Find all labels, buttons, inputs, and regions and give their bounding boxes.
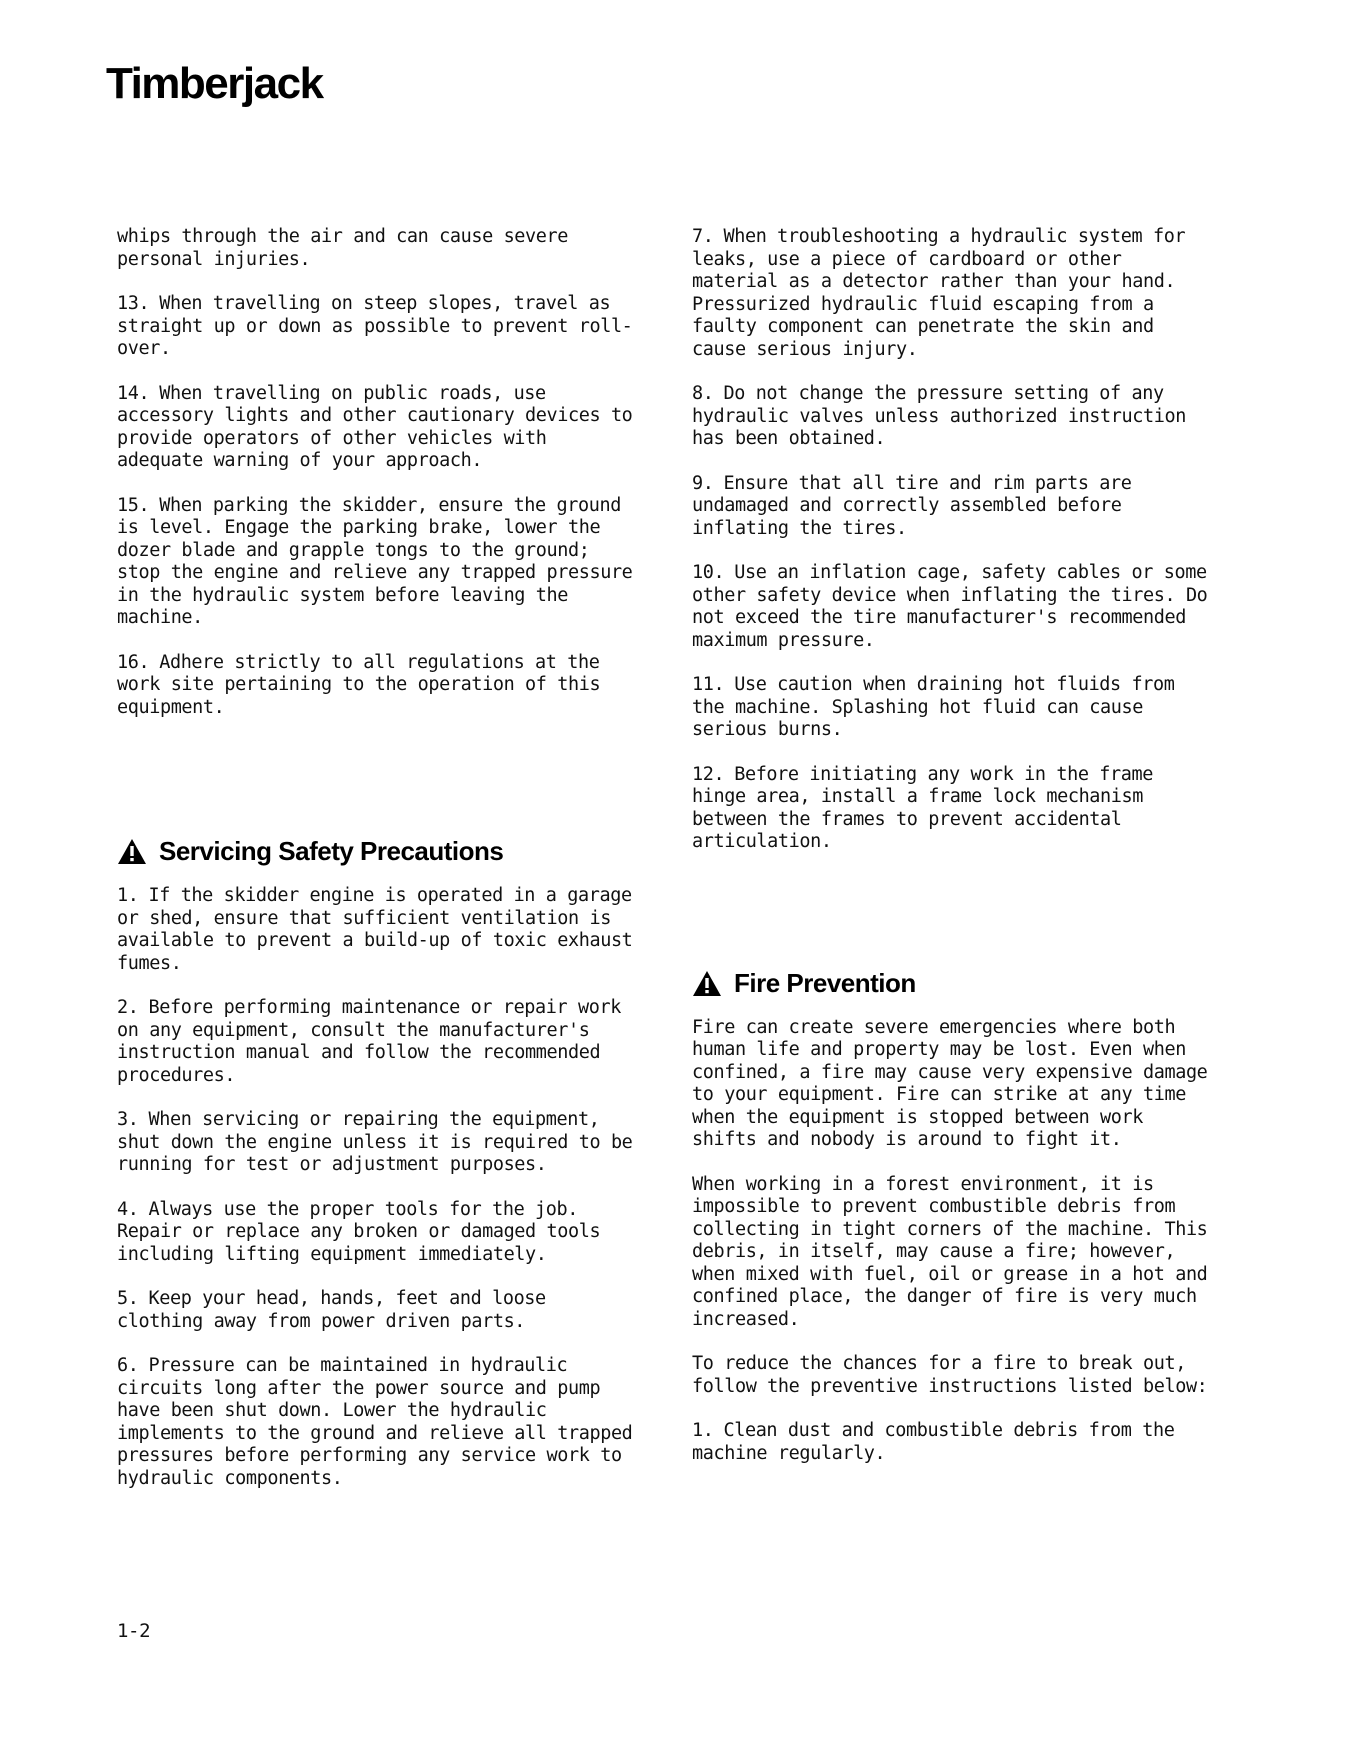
item-number: 12. [692, 763, 725, 785]
left-column [117, 226, 637, 1512]
servicing-heading-text: Servicing Safety Precautions [159, 836, 504, 866]
fire-paragraph: When working in a forest environment, it is impossible to prevent combustible debris from collecting in tight corners of the machine. This debris, in itself, may cause a fire; however, when mixed with fuel, oil or grease in a hot and confined place, the danger of fire is very much increased. [692, 1173, 1208, 1330]
warning-triangle-icon [117, 838, 147, 865]
item-number: 4. [117, 1198, 139, 1220]
list-item [692, 1420, 1212, 1465]
list-item [692, 473, 1212, 541]
list-item [117, 495, 637, 630]
item-number: 1. [117, 885, 139, 906]
list-item [692, 562, 1212, 652]
item-text: When servicing or repairing the equipment, shut down the engine unless it is required to be running for test or adjustment purposes. [117, 1109, 633, 1175]
list-item [117, 1199, 637, 1267]
list-item [117, 383, 637, 473]
item-text: Always use the proper tools for the job. Repair or replace any broken or damaged tools including lifting equipment immediately. [117, 1198, 601, 1265]
item-number: 5. [117, 1288, 139, 1309]
item-number: 13. [117, 293, 150, 314]
item-number: 9. [692, 472, 714, 494]
item-text: Do not change the pressure setting of any hydraulic valves unless authorized instruction has been obtained. [692, 383, 1186, 449]
list-item [117, 885, 637, 975]
item-number: 8. [692, 383, 714, 404]
continued-paragraph: whips through the air and can cause severe personal injuries. [117, 226, 568, 270]
list-item [117, 1355, 637, 1490]
item-number: 3. [117, 1109, 139, 1130]
list-item [117, 1109, 637, 1177]
list-item [117, 997, 637, 1087]
servicing-heading [117, 836, 637, 867]
list-item [117, 652, 637, 720]
item-text: When parking the skidder, ensure the ground is level. Engage the parking brake, lower the dozer blade and grapple tongs to the ground; stop the engine and relieve any trapped pressure in the hydraulic system before leaving the machine. [117, 494, 633, 628]
fire-heading [692, 968, 1212, 999]
item-text: Use caution when draining hot fluids from the machine. Splashing hot fluid can cause serious burns. [692, 674, 1175, 740]
item-text: If the skidder engine is operated in a garage or shed, ensure that sufficient ventilation is available to prevent a build-up of toxic exhaust fumes. [117, 885, 633, 974]
list-item [692, 226, 1212, 361]
item-number: 14. [117, 382, 150, 404]
brand-logo: Timberjack [106, 59, 323, 108]
item-number: 16. [117, 651, 150, 673]
item-text: Adhere strictly to all regulations at the work site pertaining to the operation of this equipment. [117, 651, 601, 718]
fire-paragraph: To reduce the chances for a fire to break out, follow the preventive instructions listed below: [692, 1353, 1208, 1397]
list-item [117, 1288, 637, 1333]
item-number: 10. [692, 562, 725, 583]
list-item [117, 293, 637, 361]
item-text: Ensure that all tire and rim parts are undamaged and correctly assembled before inflating the tires. [692, 472, 1132, 539]
item-text: Before initiating any work in the frame hinge area, install a frame lock mechanism between the frames to prevent accidental articulation. [692, 763, 1153, 852]
fire-paragraph: Fire can create severe emergencies where both human life and property may be lost. Even when confined, a fire may cause very expensive damage to your equipment. Fire can strike at any time when the equipment is stopped between work shifts and nobody is around to fight it. [692, 1016, 1208, 1150]
item-text: When travelling on steep slopes, travel as straight up or down as possible to prevent roll-over. [117, 293, 633, 359]
item-number: 6. [117, 1355, 139, 1376]
item-number: 11. [692, 674, 725, 695]
list-item [692, 383, 1212, 451]
right-column [692, 226, 1212, 1487]
item-text: Keep your head, hands, feet and loose clothing away from power driven parts. [117, 1288, 546, 1332]
item-text: When troubleshooting a hydraulic system for leaks, use a piece of cardboard or other material as a detector rather than your hand. Pressurized hydraulic fluid escaping from a faulty component can penetrate the skin and cause serious injury. [692, 226, 1186, 360]
item-text: Clean dust and combustible debris from the machine regularly. [692, 1420, 1175, 1464]
item-number: 1. [692, 1420, 714, 1441]
item-text: Before performing maintenance or repair work on any equipment, consult the manufacturer's instruction manual and follow the recommended procedures. [117, 997, 621, 1086]
page-number: 1-2 [117, 1620, 151, 1642]
item-text: When travelling on public roads, use accessory lights and other cautionary devices to provide operators of other vehicles with adequate warning of your approach. [117, 382, 633, 471]
item-number: 15. [117, 494, 150, 516]
fire-heading-text: Fire Prevention [734, 967, 916, 998]
warning-triangle-icon [692, 970, 722, 997]
item-number: 7. [692, 226, 714, 247]
item-text: Pressure can be maintained in hydraulic circuits long after the power source and pump have been shut down. Lower the hydraulic implements to the ground and relieve all trapped pressures before performing any service work to hydraulic components. [117, 1355, 633, 1489]
list-item [692, 764, 1212, 854]
item-number: 2. [117, 997, 139, 1018]
list-item [692, 674, 1212, 742]
item-text: Use an inflation cage, safety cables or some other safety device when inflating the tires. Do not exceed the tire manufacturer's recommended maximum pressure. [692, 562, 1208, 651]
